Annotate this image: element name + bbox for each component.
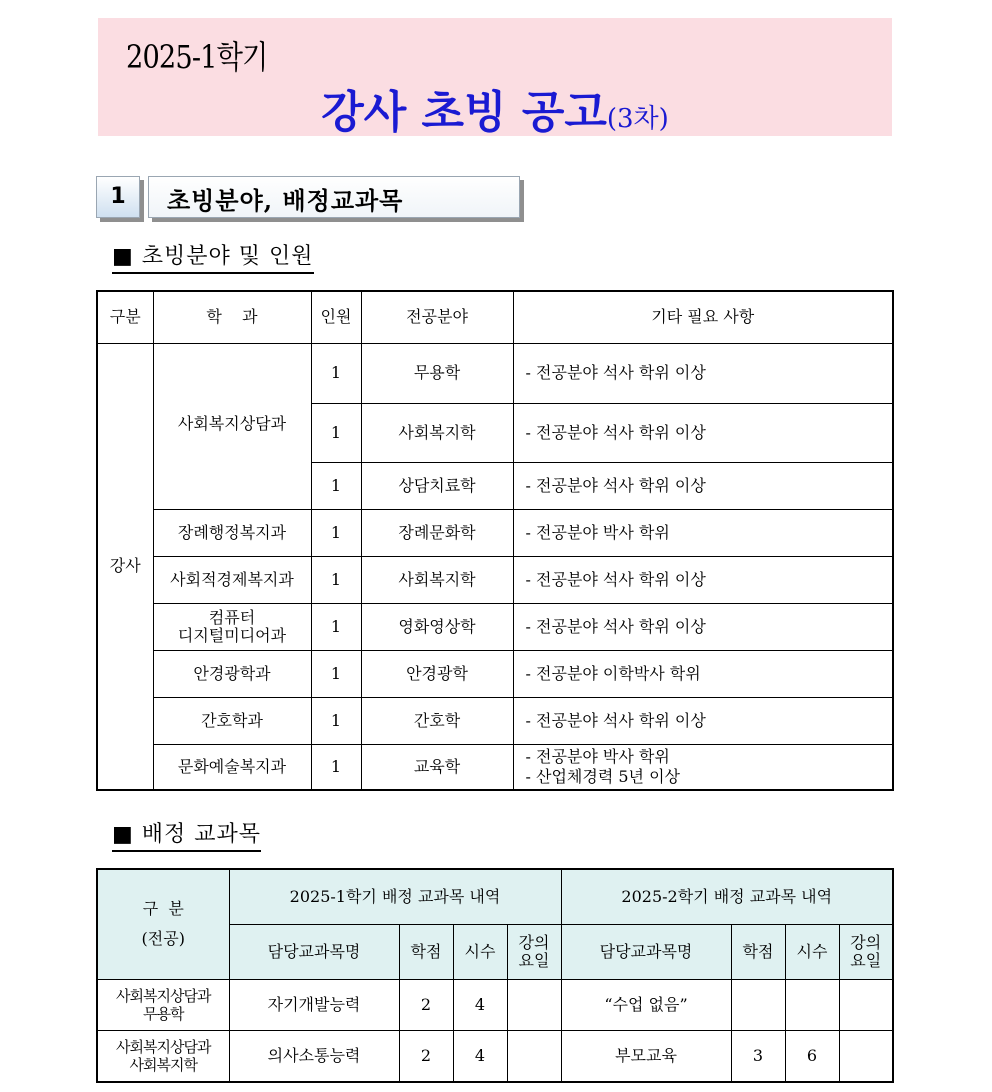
hours-cell (785, 979, 839, 1030)
table-row (97, 650, 893, 697)
term-label: 2025-1학기 (126, 38, 268, 76)
day-cell (839, 979, 893, 1030)
course-cell: “수업 없음” (561, 979, 731, 1030)
table-row (97, 509, 893, 556)
requirement-cell: - 전공분야 박사 학위 (513, 509, 893, 556)
table-row (97, 744, 893, 790)
day-cell (507, 1030, 561, 1082)
header-department: 학 과 (153, 291, 311, 343)
course-cell: 자기개발능력 (229, 979, 399, 1030)
count-cell: 1 (311, 462, 361, 509)
major-cell: 사회복지학 (361, 556, 513, 603)
requirement-cell: - 전공분야 석사 학위 이상 (513, 403, 893, 462)
count-cell: 1 (311, 509, 361, 556)
major-cell: 상담치료학 (361, 462, 513, 509)
credit-cell (731, 979, 785, 1030)
department-cell: 장례행정복지과 (153, 509, 311, 556)
major-cell: 교육학 (361, 744, 513, 790)
header-semester-1: 2025-1학기 배정 교과목 내역 (229, 869, 561, 924)
table-row (97, 343, 893, 403)
header-day: 강의 요일 (839, 924, 893, 979)
header-hours: 시수 (453, 924, 507, 979)
header-category (97, 869, 229, 979)
table-row (97, 1030, 893, 1082)
subsection-title-recruitment: ■ 초빙분야 및 인원 (112, 244, 314, 274)
count-cell: 1 (311, 603, 361, 650)
header-semester-2: 2025-2학기 배정 교과목 내역 (561, 869, 893, 924)
credit-cell: 2 (399, 1030, 453, 1082)
credit-cell: 3 (731, 1030, 785, 1082)
course-cell: 부모교육 (561, 1030, 731, 1082)
recruitment-table (96, 290, 894, 791)
category-cell: 사회복지상담과 무용학 (97, 979, 229, 1030)
major-cell: 영화영상학 (361, 603, 513, 650)
category-cell: 강사 (97, 343, 153, 790)
header-hours: 시수 (785, 924, 839, 979)
section-title: 초빙분야, 배정교과목 (167, 186, 404, 215)
header-day: 강의 요일 (507, 924, 561, 979)
table-row (97, 979, 893, 1030)
count-cell: 1 (311, 744, 361, 790)
day-cell (839, 1030, 893, 1082)
title-suffix: (3차) (606, 104, 669, 134)
table-header-row (97, 291, 893, 343)
requirement-cell: - 전공분야 박사 학위 - 산업체경력 5년 이상 (513, 744, 893, 790)
major-cell: 장례문화학 (361, 509, 513, 556)
requirement-cell: - 전공분야 석사 학위 이상 (513, 343, 893, 403)
section-title-box (148, 176, 520, 218)
category-cell: 사회복지상담과 사회복지학 (97, 1030, 229, 1082)
header-category-label: 구 분 (142, 899, 184, 919)
major-cell: 간호학 (361, 697, 513, 744)
department-cell: 사회적경제복지과 (153, 556, 311, 603)
table-row (97, 697, 893, 744)
count-cell: 1 (311, 650, 361, 697)
requirement-cell: - 전공분야 이학박사 학위 (513, 650, 893, 697)
header-count: 인원 (311, 291, 361, 343)
table-row (97, 556, 893, 603)
hours-cell: 4 (453, 1030, 507, 1082)
requirement-cell: - 전공분야 석사 학위 이상 (513, 462, 893, 509)
page-title (98, 76, 892, 140)
department-cell: 문화예술복지과 (153, 744, 311, 790)
section-number-badge: 1 (96, 176, 140, 218)
major-cell: 안경광학 (361, 650, 513, 697)
course-cell: 의사소통능력 (229, 1030, 399, 1082)
title-banner (98, 18, 892, 136)
department-cell: 간호학과 (153, 697, 311, 744)
major-cell: 사회복지학 (361, 403, 513, 462)
subsection-title-courses: ■ 배정 교과목 (112, 822, 261, 852)
count-cell: 1 (311, 403, 361, 462)
count-cell: 1 (311, 697, 361, 744)
department-cell: 사회복지상담과 (153, 343, 311, 509)
course-table (96, 868, 894, 1083)
header-credit: 학점 (731, 924, 785, 979)
count-cell: 1 (311, 343, 361, 403)
requirement-cell: - 전공분야 석사 학위 이상 (513, 697, 893, 744)
requirement-cell: - 전공분야 석사 학위 이상 (513, 556, 893, 603)
department-cell: 안경광학과 (153, 650, 311, 697)
table-header-row (97, 869, 893, 924)
header-category-sub: (전공) (141, 929, 185, 949)
major-cell: 무용학 (361, 343, 513, 403)
hours-cell: 6 (785, 1030, 839, 1082)
header-course: 담당교과목명 (561, 924, 731, 979)
header-major: 전공분야 (361, 291, 513, 343)
department-cell: 컴퓨터 디지털미디어과 (153, 603, 311, 650)
header-credit: 학점 (399, 924, 453, 979)
hours-cell: 4 (453, 979, 507, 1030)
header-category: 구분 (97, 291, 153, 343)
credit-cell: 2 (399, 979, 453, 1030)
header-requirements: 기타 필요 사항 (513, 291, 893, 343)
title-main: 강사 초빙 공고 (321, 87, 607, 138)
day-cell (507, 979, 561, 1030)
header-course: 담당교과목명 (229, 924, 399, 979)
table-row (97, 603, 893, 650)
count-cell: 1 (311, 556, 361, 603)
requirement-cell: - 전공분야 석사 학위 이상 (513, 603, 893, 650)
